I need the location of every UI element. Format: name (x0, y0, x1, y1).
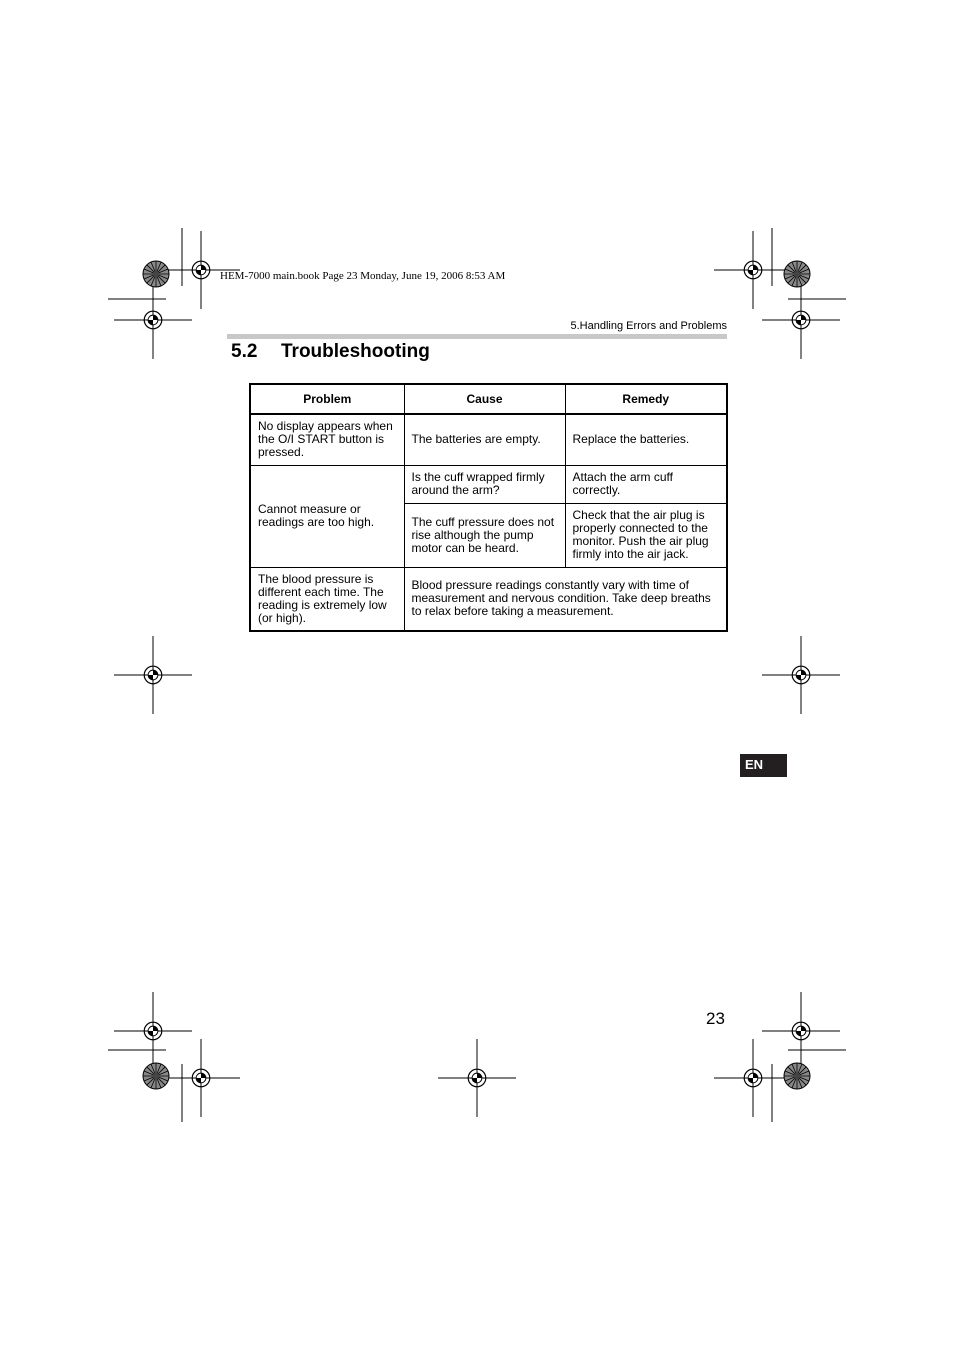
remedy-cell: Check that the air plug is properly connected to the monitor. Push the air plug firmly into the air jack. (565, 503, 727, 567)
section-title (231, 341, 430, 363)
section-title-text: Troubleshooting (281, 341, 430, 362)
cause-remedy-cell: Blood pressure readings constantly vary with time of measurement and nervous condition. Take deep breaths to relax before taking a measurement. (404, 567, 727, 631)
page-number: 23 (706, 1009, 725, 1028)
troubleshooting-table (249, 383, 728, 632)
language-tab: EN (740, 754, 787, 777)
problem-cell: Cannot measure or readings are too high. (250, 465, 404, 567)
cause-cell: The cuff pressure does not rise although the pump motor can be heard. (404, 503, 565, 567)
running-head: 5.Handling Errors and Problems (570, 320, 727, 332)
remedy-cell: Attach the arm cuff correctly. (565, 465, 727, 503)
problem-cell: The blood pressure is different each time. The reading is extremely low (or high). (250, 567, 404, 631)
header-cause: Cause (404, 384, 565, 414)
table-row (250, 465, 727, 503)
header-rule (227, 334, 727, 339)
printer-slug: HEM-7000 main.book Page 23 Monday, June 19, 2006 8:53 AM (220, 270, 506, 282)
problem-cell: No display appears when the O/I START button is pressed. (250, 414, 404, 465)
header-problem: Problem (250, 384, 404, 414)
table-row (250, 567, 727, 631)
section-number: 5.2 (231, 341, 258, 362)
cause-cell: Is the cuff wrapped firmly around the arm? (404, 465, 565, 503)
table-row (250, 414, 727, 465)
table-header-row (250, 384, 727, 414)
remedy-cell: Replace the batteries. (565, 414, 727, 465)
cause-cell: The batteries are empty. (404, 414, 565, 465)
header-remedy: Remedy (565, 384, 727, 414)
